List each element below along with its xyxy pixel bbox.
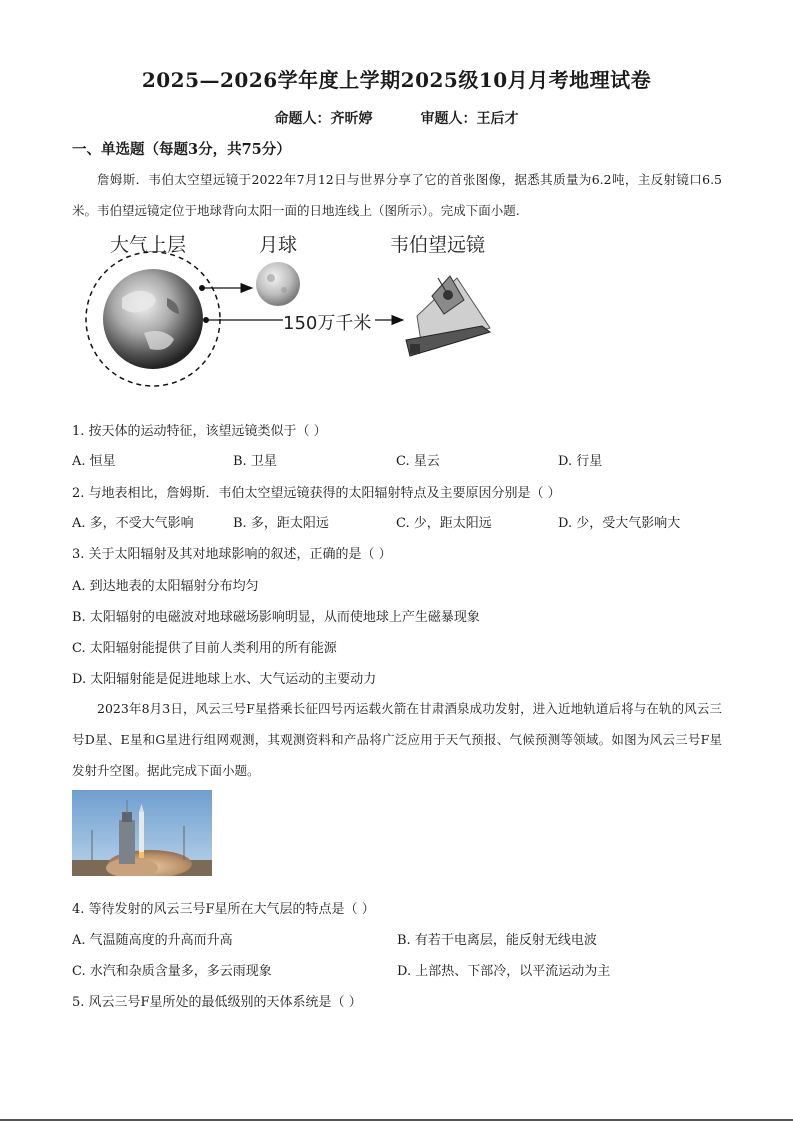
passage-webb: 詹姆斯．韦伯太空望远镜于2022年7月12日与世界分享了它的首张图像，据悉其质量为6.2吨，主反射镜口6.5米。韦伯望远镜定位于地球背向太阳一面的日地连线上（图所示）。完成下面小题. <box>72 172 722 218</box>
arrow-to-telescope <box>203 317 403 323</box>
q1-option-d: D. 行星 <box>558 454 603 469</box>
q2-option-d: D. 少，受大气影响大 <box>558 516 681 531</box>
q4-option-b: B. 有若干电离层，能反射无线电波 <box>397 933 597 948</box>
arrow-to-moon <box>199 285 252 291</box>
passage-fengyun: 2023年8月3日，风云三号F星搭乘长征四号丙运载火箭在甘肃酒泉成功发射，进入近地轨道后将与在轨的风云三号D星、E星和G星进行组网观测，其观测资料和产品将广泛应用于天气预报、气候预测等领域。如图为风云三号F星发射升空图。据此完成下面小题。 <box>72 701 722 778</box>
q1-option-b: B. 卫星 <box>233 454 277 469</box>
label-moon: 月球 <box>259 234 298 256</box>
q2-option-c: C. 少，距太阳远 <box>396 516 492 531</box>
page-bottom-border <box>0 1119 793 1121</box>
q3-option-a: A. 到达地表的太阳辐射分布均匀 <box>72 579 259 594</box>
figure-earth-moon-telescope <box>72 228 512 398</box>
webb-telescope-icon <box>406 276 490 356</box>
q4-option-c: C. 水汽和杂质含量多，多云雨现象 <box>72 964 272 979</box>
question-setter: 命题人：齐昕婷 <box>274 111 373 127</box>
label-upper-atmosphere: 大气上层 <box>110 234 187 256</box>
authors-line <box>0 108 793 128</box>
q1-option-a: A. 恒星 <box>72 454 116 469</box>
earth-icon <box>103 269 203 369</box>
q3-option-c: C. 太阳辐射能提供了目前人类利用的所有能源 <box>72 641 337 656</box>
q2-option-a: A. 多，不受大气影响 <box>72 516 194 531</box>
q3-option-b: B. 太阳辐射的电磁波对地球磁场影响明显，从而使地球上产生磁暴现象 <box>72 610 480 625</box>
section-heading: 一、单选题（每题3分，共75分） <box>72 141 291 158</box>
question-3: 3. 关于太阳辐射及其对地球影响的叙述，正确的是（ ） <box>72 547 392 562</box>
question-4: 4. 等待发射的风云三号F星所在大气层的特点是（ ） <box>72 902 375 917</box>
question-1: 1. 按天体的运动特征，该望远镜类似于（ ） <box>72 424 327 439</box>
question-2: 2. 与地表相比，詹姆斯．韦伯太空望远镜获得的太阳辐射特点及主要原因分别是（ ） <box>72 486 561 501</box>
rocket-launch-photo <box>72 790 212 876</box>
q1-option-c: C. 星云 <box>396 454 440 469</box>
label-distance: 150万千米 <box>283 309 371 335</box>
q3-option-d: D. 太阳辐射能是促进地球上水、大气运动的主要动力 <box>72 672 377 687</box>
q4-option-d: D. 上部热、下部冷，以平流运动为主 <box>397 964 611 979</box>
exam-title: 2025—2026学年度上学期2025级10月月考地理试卷 <box>141 68 652 92</box>
question-5: 5. 风云三号F星所处的最低级别的天体系统是（ ） <box>72 995 362 1010</box>
q4-option-a: A. 气温随高度的升高而升高 <box>72 933 233 948</box>
q2-option-b: B. 多，距太阳远 <box>233 516 329 531</box>
question-reviewer: 审题人：王后才 <box>420 111 519 127</box>
label-webb-telescope: 韦伯望远镜 <box>390 234 486 256</box>
figure-graphics <box>72 228 512 398</box>
moon-icon <box>256 262 300 306</box>
